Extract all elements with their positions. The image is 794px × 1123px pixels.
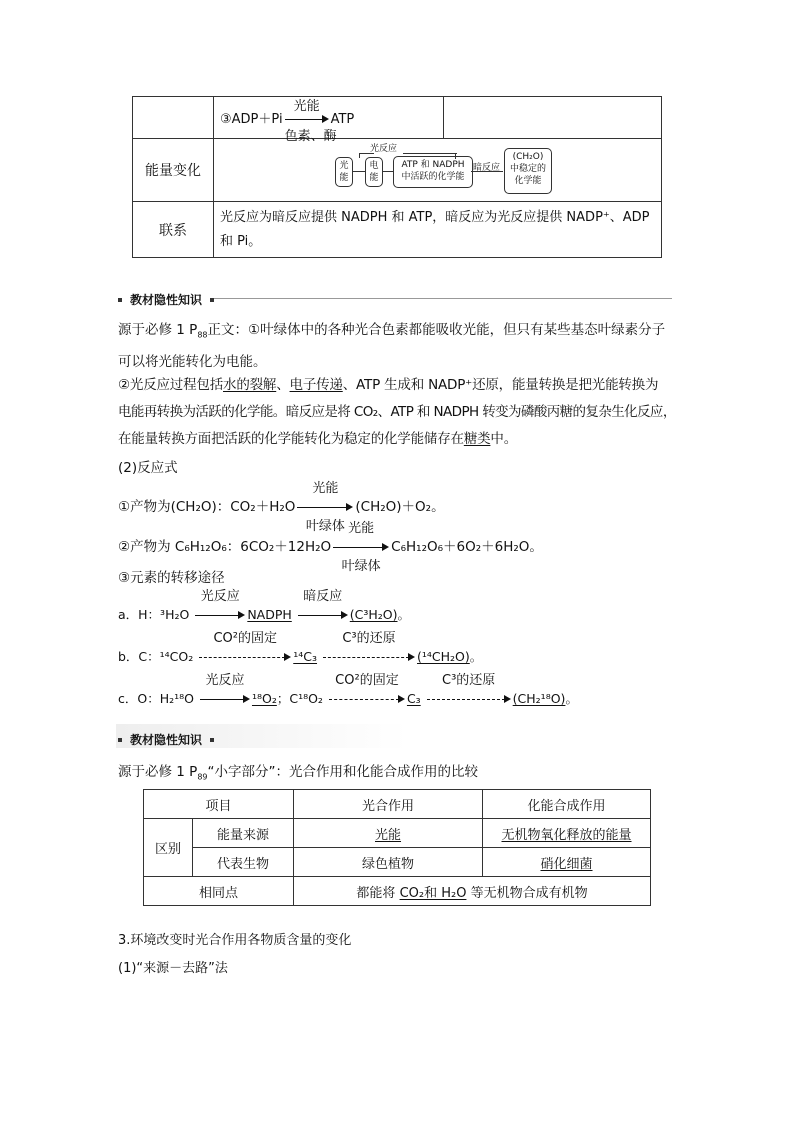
section1-header bbox=[118, 291, 222, 308]
section1-divider bbox=[214, 298, 672, 299]
organism-photo: 绿色植物 bbox=[294, 848, 483, 877]
diff-label: 区别 bbox=[144, 819, 193, 877]
arrow-top-label: 光能 bbox=[293, 99, 320, 114]
a-arrow1-label: 光反应 bbox=[200, 589, 240, 604]
relation-text bbox=[214, 202, 662, 258]
p1-pre: 源于必修 1 P bbox=[118, 322, 198, 338]
relation-line2: 和 Pi。 bbox=[220, 233, 262, 249]
p2-a: ②光反应过程包括 bbox=[118, 377, 224, 393]
eq2-post: C₆H₁₂O₆＋6O₂＋6H₂O。 bbox=[391, 539, 543, 555]
eq1-pre: ①产物为(CH₂O)：CO₂＋H₂O bbox=[118, 499, 296, 515]
section1-p1 bbox=[118, 317, 678, 376]
energy-source-photo-text: 光能 bbox=[375, 827, 402, 843]
formula-arrow bbox=[284, 99, 337, 144]
c-end: 。 bbox=[565, 691, 578, 706]
header-square-icon bbox=[118, 738, 122, 742]
transfer-h bbox=[118, 589, 678, 628]
a-post: (C³H₂O) bbox=[349, 607, 398, 622]
arrow-line-1 bbox=[353, 171, 365, 172]
dark-reaction-label: 暗反应 bbox=[473, 163, 501, 173]
atp-nadph-box bbox=[393, 156, 473, 188]
b-end: 。 bbox=[469, 649, 483, 664]
a-pre: a．H：³H₂O bbox=[118, 607, 190, 622]
section2-header-title: 教材隐性知识 bbox=[130, 733, 203, 747]
same-ul: CO₂和 H₂O bbox=[399, 885, 467, 901]
c-arrow3-label: C³的还原 bbox=[442, 673, 496, 688]
energy-diagram-cell bbox=[214, 139, 662, 202]
section3-title: 3.环境改变时光合作用各物质含量的变化 bbox=[118, 933, 352, 948]
transfer-o bbox=[118, 673, 708, 712]
p1-post: 正文：①叶绿体中的各种光合色素都能吸收光能，但只有某些基态叶绿素分子 bbox=[207, 322, 666, 338]
p2-line2: 电能再转换为活跃的化学能。暗反应是将 CO₂、ATP 和 NADPH 转变为磷酸丙糖的复杂生化反应， bbox=[118, 404, 676, 420]
equation-1 bbox=[118, 480, 678, 534]
p2-b: 、 bbox=[276, 377, 290, 393]
formula-post: ATP bbox=[330, 112, 355, 127]
c-pre: c．O：H₂¹⁸O bbox=[118, 691, 194, 706]
section2-intro bbox=[118, 759, 678, 791]
arrow-bottom-label: 色素、酶 bbox=[284, 129, 337, 144]
eq2-arrow bbox=[333, 520, 389, 574]
row1-right-cell bbox=[444, 97, 662, 139]
eq1-post: (CH₂O)＋O₂。 bbox=[355, 499, 445, 515]
arrow-line-3 bbox=[471, 171, 503, 172]
section3-sub: (1)“来源－去路”法 bbox=[118, 961, 228, 976]
th-item: 项目 bbox=[144, 790, 294, 819]
electric-energy-box: 电 能 bbox=[365, 157, 383, 187]
a-mid: NADPH bbox=[247, 607, 292, 622]
c-mid1: ¹⁸O₂ bbox=[251, 691, 277, 706]
c-arrow1-label: 光反应 bbox=[205, 673, 245, 688]
comparison-table bbox=[143, 789, 651, 906]
p2-ul1: 水的裂解 bbox=[223, 377, 277, 393]
energy-source-photo bbox=[294, 819, 483, 848]
atp-nadph-line2: 中活跃的化学能 bbox=[401, 172, 465, 182]
p2-ul2: 电子传递 bbox=[289, 377, 343, 393]
row1-left-cell bbox=[133, 97, 214, 139]
c-sep: ；C¹⁸O₂ bbox=[276, 691, 323, 706]
section1-p2 bbox=[118, 372, 688, 453]
atp-nadph-line1: ATP 和 NADPH bbox=[401, 160, 465, 170]
p1-line2: 可以将光能转化为电能。 bbox=[118, 353, 267, 370]
intro-sub: 89 bbox=[197, 772, 208, 782]
atp-formula-cell bbox=[214, 97, 444, 144]
a-end: 。 bbox=[397, 607, 411, 622]
b-arrow1 bbox=[199, 631, 291, 658]
a-arrow2-label: 暗反应 bbox=[303, 589, 343, 604]
energy-source-chemo bbox=[483, 819, 651, 848]
reaction-title: (2)反应式 bbox=[118, 460, 178, 476]
eq2-pre: ②产物为 C₆H₁₂O₆：6CO₂＋12H₂O bbox=[118, 539, 332, 555]
light-reaction-label: 光反应 bbox=[370, 144, 398, 154]
section1-header-title: 教材隐性知识 bbox=[130, 293, 203, 307]
intro-post: “小字部分”：光合作用和化能合成作用的比较 bbox=[207, 764, 478, 780]
formula-pre: ③ADP＋Pi bbox=[220, 112, 283, 127]
c-mid2: C₃ bbox=[406, 691, 421, 706]
p2-line3-a: 在能量转换方面把活跃的化学能转化为稳定的化学能储存在 bbox=[118, 431, 464, 447]
p1-sub: 88 bbox=[197, 330, 208, 340]
bracket-top bbox=[403, 153, 457, 155]
relation-line1: 光反应为暗反应提供 NADPH 和 ATP，暗反应为光反应提供 NADP⁺、ADP bbox=[220, 209, 650, 225]
c-arrow3 bbox=[427, 673, 511, 700]
a-arrow2 bbox=[298, 589, 348, 616]
ch2o-line3: 化学能 bbox=[514, 176, 542, 186]
p2-line3-ul: 糖类 bbox=[463, 431, 491, 447]
organism-label: 代表生物 bbox=[193, 848, 294, 877]
header-square-icon bbox=[210, 738, 214, 742]
eq2-top: 光能 bbox=[348, 520, 375, 536]
light-energy-box: 光 能 bbox=[335, 157, 353, 187]
eq1-top: 光能 bbox=[312, 480, 339, 496]
header-square-icon bbox=[118, 298, 122, 302]
relation-label: 联系 bbox=[133, 202, 214, 258]
energy-diagram bbox=[215, 140, 660, 200]
energy-source-label: 能量来源 bbox=[193, 819, 294, 848]
energy-table bbox=[132, 96, 662, 258]
transfer-c bbox=[118, 631, 678, 670]
eq1-arrow bbox=[297, 480, 353, 534]
same-a: 都能将 bbox=[356, 885, 400, 901]
equation-2 bbox=[118, 520, 678, 574]
element-transfer-title: ③元素的转移途径 bbox=[118, 570, 225, 586]
a-arrow1 bbox=[195, 589, 245, 616]
ch2o-line1: (CH₂O) bbox=[512, 152, 544, 162]
same-b: 等无机物合成有机物 bbox=[466, 885, 588, 901]
b-arrow2-label: C³的还原 bbox=[342, 631, 396, 646]
same-label: 相同点 bbox=[144, 877, 294, 906]
arrow-line-2 bbox=[383, 171, 393, 172]
b-arrow2 bbox=[323, 631, 415, 658]
b-pre: b．C：¹⁴CO₂ bbox=[118, 649, 194, 664]
ch2o-energy-box bbox=[504, 148, 552, 194]
ch2o-line2: 中稳定的 bbox=[509, 164, 546, 174]
organism-chemo bbox=[483, 848, 651, 877]
th-photosynthesis: 光合作用 bbox=[294, 790, 483, 819]
intro-pre: 源于必修 1 P bbox=[118, 764, 198, 780]
p2-c: 、ATP 生成和 NADP⁺还原，能量转换是把光能转换为 bbox=[342, 377, 659, 393]
b-mid: ¹⁴C₃ bbox=[293, 649, 318, 664]
eq1-bottom: 叶绿体 bbox=[305, 518, 345, 534]
energy-source-chemo-text: 无机物氧化释放的能量 bbox=[501, 827, 632, 843]
c-arrow2-label: CO²的固定 bbox=[335, 673, 399, 688]
th-chemosynthesis: 化能合成作用 bbox=[483, 790, 651, 819]
c-arrow2 bbox=[329, 673, 405, 700]
b-arrow1-label: CO²的固定 bbox=[213, 631, 278, 646]
b-post: (¹⁴CH₂O) bbox=[417, 649, 470, 664]
p2-line3-b: 中。 bbox=[490, 431, 518, 447]
organism-chemo-text: 硝化细菌 bbox=[540, 856, 593, 872]
section2-header bbox=[118, 731, 222, 748]
energy-change-label: 能量变化 bbox=[133, 139, 214, 202]
eq2-bottom: 叶绿体 bbox=[341, 558, 381, 574]
same-text bbox=[294, 877, 651, 906]
c-post: (CH₂¹⁸O) bbox=[512, 691, 566, 706]
c-arrow1 bbox=[200, 673, 250, 700]
